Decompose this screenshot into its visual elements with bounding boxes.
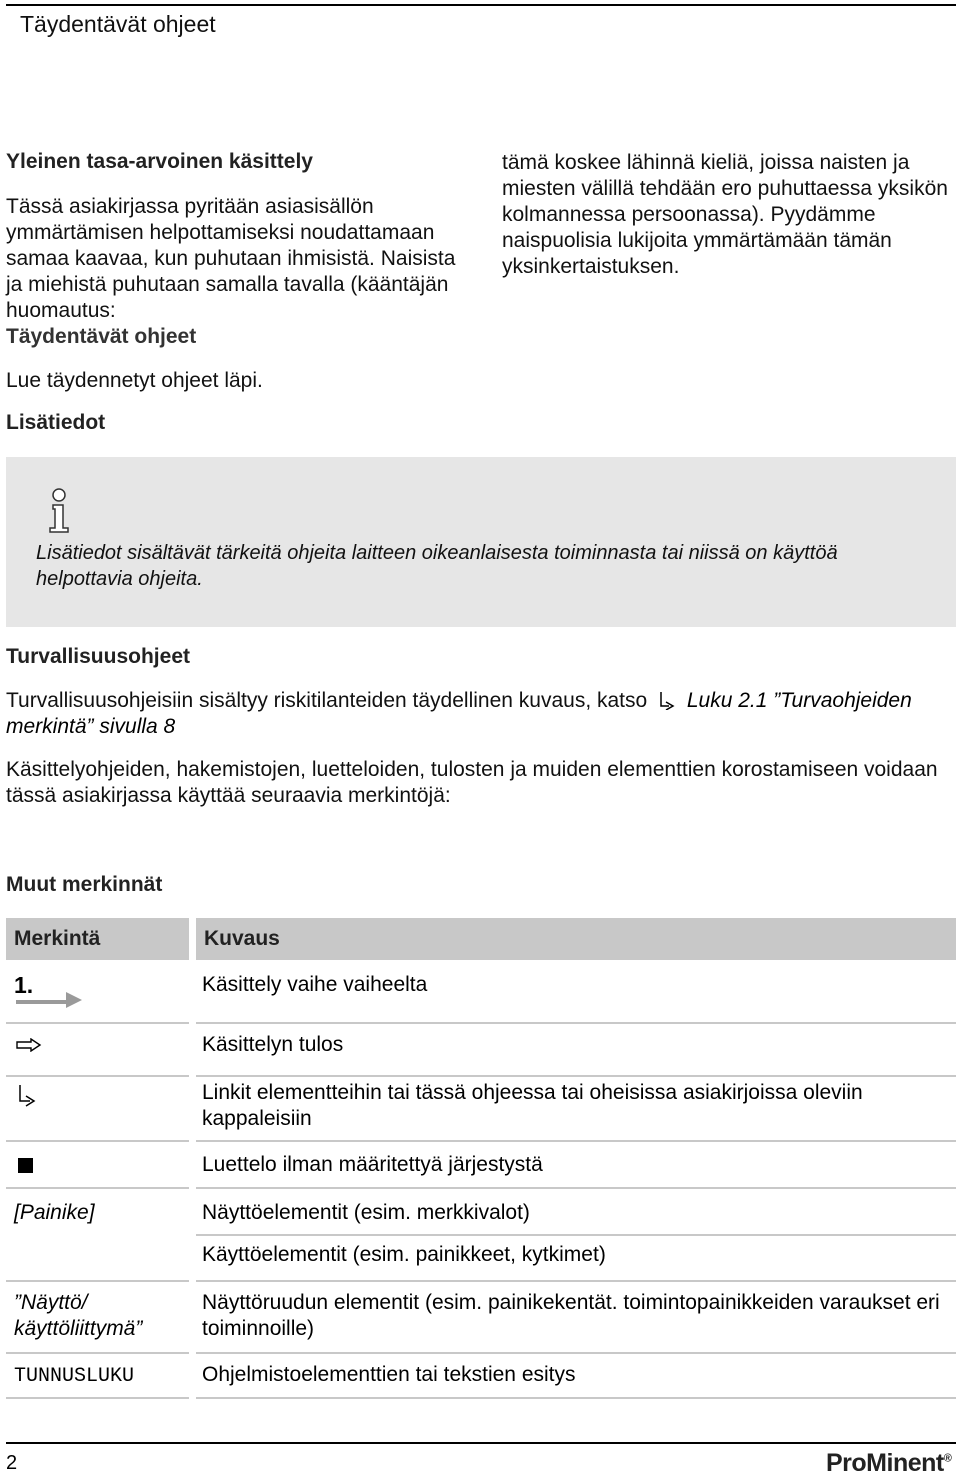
row-divider (6, 1140, 189, 1142)
row-description: Linkit elementteihin tai tässä ohjeessa tai oheisissa asiakirjoissa oleviin kappaleisiin (202, 1081, 863, 1130)
table-row (6, 1080, 956, 1138)
equal-treatment-heading: Yleinen tasa-arvoinen käsittely (6, 150, 313, 173)
registered-mark: ® (943, 1452, 952, 1465)
row-description: Näyttöelementit (esim. merkkivalot) (202, 1201, 530, 1224)
markings-intro: Käsittelyohjeiden, hakemistojen, luetteloiden, tulosten ja muiden elementtien korostamiseen voidaan tässä asiakirjassa käyttää seuraavia merkintöjä: (6, 758, 938, 807)
other-markings-heading: Muut merkinnät (6, 873, 163, 896)
row-divider (196, 1397, 956, 1399)
brand-name: ProMinent (826, 1449, 944, 1477)
step-arrow-icon (16, 986, 84, 1008)
row-divider (6, 1075, 189, 1077)
row-divider (6, 1397, 189, 1399)
row-description-secondary: Käyttöelementit (esim. painikkeet, kytkimet) (202, 1243, 606, 1266)
row-divider (196, 1352, 956, 1354)
info-icon (44, 488, 74, 534)
table-row (6, 1150, 956, 1190)
link-arrow-icon (16, 1083, 38, 1107)
read-instructions-note: Lue täydennetyt ohjeet läpi. (6, 369, 263, 392)
safety-heading: Turvallisuusohjeet (6, 645, 190, 668)
info-text: Lisätiedot sisältävät tärkeitä ohjeita laitteen oikeanlaisesta toiminnasta tai niissä on käyttöä helpottavia ohjeita. (36, 542, 838, 590)
result-arrow-icon (16, 1038, 42, 1052)
brand-logo (826, 1449, 951, 1478)
step-number: 1. (14, 972, 34, 998)
page-title: Täydentävät ohjeet (20, 11, 216, 37)
row-divider (196, 1187, 956, 1189)
equal-treatment-left-column (6, 150, 476, 350)
table-row (6, 970, 956, 1020)
row-mark: ”Näyttö/ käyttöliittymä” (14, 1291, 143, 1340)
equal-treatment-text (6, 194, 476, 350)
equal-treatment-para: Tässä asiakirjassa pyritään asiasisällön ymmärtämisen helpottamiseksi noudattamaan samaa kaavaa, kun puhutaan ihmisistä. Naisista ja miehistä puhutaan samalla tavalla (kääntäjän huomautus: (6, 195, 456, 322)
row-description: Käsittelyn tulos (202, 1033, 344, 1056)
table-row (6, 1288, 956, 1348)
row-divider (6, 1352, 189, 1354)
column-header-mark: Merkintä (6, 918, 189, 960)
page-number: 2 (6, 1452, 18, 1474)
link-arrow-icon (657, 690, 677, 710)
row-mark: TUNNUSLUKU (14, 1365, 135, 1388)
row-divider (196, 1075, 956, 1077)
row-mark: [Painike] (14, 1201, 95, 1224)
equal-treatment-tail: Täydentävät ohjeet (6, 325, 197, 348)
chapter-link[interactable]: Luku 2.1 ”Turvaohjeiden merkintä” sivulla 8 (6, 689, 912, 738)
table-row (6, 1360, 956, 1400)
row-divider (196, 1022, 956, 1024)
row-description: Käsittely vaihe vaiheelta (202, 973, 428, 996)
row-divider (196, 1234, 956, 1236)
row-description: Näyttöruudun elementit (esim. painikekentät. toimintopainikkeiden varaukset eri toiminnoille) (202, 1291, 940, 1340)
row-divider (196, 1280, 956, 1282)
safety-para-text: Turvallisuusohjeisiin sisältyy riskitilanteiden täydellinen kuvaus, katso (6, 689, 648, 712)
info-heading: Lisätiedot (6, 411, 106, 434)
table-row (6, 1198, 956, 1276)
table-header (6, 918, 956, 960)
row-description: Ohjelmistoelementtien tai tekstien esitys (202, 1363, 576, 1386)
row-divider (196, 1140, 956, 1142)
row-divider (6, 1022, 189, 1024)
safety-para (6, 688, 946, 740)
column-header-description: Kuvaus (196, 918, 956, 960)
table-row (6, 1030, 956, 1074)
row-divider (6, 1187, 189, 1189)
equal-treatment-right-column: tämä koskee lähinnä kieliä, joissa naisten ja miesten välillä tehdään ero puhuttaessa yksikön kolmannessa persoonassa). Pyydämme naispuolisia lukijoita ymmärtämään tämän yksinkertaistuksen. (502, 151, 948, 278)
row-divider (6, 1280, 189, 1282)
square-bullet-icon (18, 1158, 33, 1173)
footer-rule (6, 1442, 956, 1444)
row-description: Luettelo ilman määritettyä järjestystä (202, 1153, 543, 1176)
